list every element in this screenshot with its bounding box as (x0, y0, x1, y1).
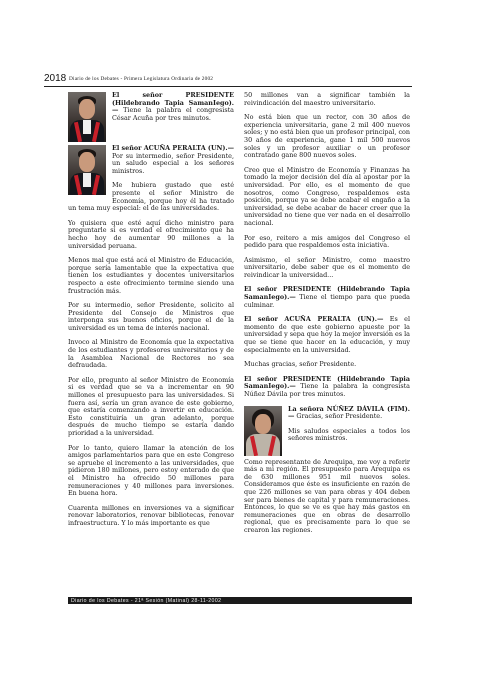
paragraph: El señor PRESIDENTE (Hildebrando Tapia SamanIego).— Tiene la palabra el congresista César Acuña por tres minutos. (112, 91, 234, 122)
page-number: 2018 (44, 73, 67, 84)
paragraph: Mis saludos especiales a todos los señores ministros. (288, 426, 410, 443)
paragraph: Yo quisiera que esté aquí dicho ministro para preguntarle si es verdad el ofrecimiento que ha hecho hoy de aumentar 90 millones a la universidad peruana. (68, 218, 234, 250)
speaker-name: El señor ACUÑA PERALTA (UN).— (112, 144, 234, 152)
paragraph: Me hubiera gustado que esté presente el señor Ministro de Economía, porque hoy él ha tratado un tema muy especial: el de las universidades. (68, 181, 234, 213)
speaker-name: La señora NÚÑEZ DÁVILA (FIM).— (288, 404, 410, 421)
paragraph: El señor PRESIDENTE (Hildebrando Tapia SamanIego).— Tiene la palabra la congresista Núñez Dávila por tres minutos. (244, 374, 410, 398)
paragraph: Asimismo, el señor Ministro, como maestro universitario, debe saber que es el momento de reivindicar la universidad... (244, 255, 410, 279)
paragraph: Menos mal que está acá el Ministro de Educación, porque sería lamentable que la expectativa que tienen los estudiantes y docentes universitarios respecto a este ofrecimiento termine siendo una frustración más. (68, 256, 234, 295)
paragraph: Como representante de Arequipa, me voy a referir más a mi región. El presupuesto para Arequipa es de 630 millones 951 mil nuevos soles. Consideramos que éste es insuficiente en razón de que 226 millones se van para obras y 404 deben ser para bienes de capital y para remuneraciones. Entonces, lo que se ve es que hay más gastos en remuneraciones que en obras de desarrollo regional, que es precisamente para lo que se crearon las regiones. (244, 457, 410, 534)
paragraph: Creo que el Ministro de Economía y Finanzas ha tomado la mejor decisión del día al apostar por la universidad. Por ello, es el momento de que nosotros, como Congreso, respaldemos esta posición, porque ya se debe acabar el engaño a la universidad, se debe acabar de hacer creer que la universidad no tiene que ver nada en el desarrollo nacional. (244, 165, 410, 227)
speaker-name: El señor PRESIDENTE (Hildebrando Tapia SamanIego).— (244, 374, 410, 391)
paragraph: Cuarenta millones en inversiones va a significar renovar laboratorios, renovar bibliotecas, renovar infraestructura. Y lo más importante es que (68, 503, 234, 527)
paragraph: No está bien que un rector, con 30 años de experiencia universitaria, gane 2 mil 400 nuevos soles; y no está bien que un profesor principal, con 30 años de experiencia, gane 1 mil 500 nuevos soles y un profesor auxiliar o un profesor contratado gane 800 nuevos soles. (244, 113, 410, 160)
header-rule (44, 86, 412, 87)
page-header (44, 75, 412, 85)
speaker-block-nunez (244, 406, 410, 459)
speaker-photo-acuna (68, 145, 106, 195)
footer-text: Diario de los Debates - 21ª Sesión (Matinal) 28-11-2002 (71, 597, 222, 604)
paragraph: El señor PRESIDENTE (Hildebrando Tapia SamanIego).— Tiene el tiempo para que pueda culminar. (244, 285, 410, 309)
paragraph: El señor ACUÑA PERALTA (UN).— Es el momento de que este gobierno apueste por la universidad y sepa que hoy la mejor inversión es la que se tiene que hacer en la educación, y muy especialmente en la universidad. (244, 315, 410, 354)
left-column (68, 92, 234, 535)
paragraph: La señora NÚÑEZ DÁVILA (FIM).— Gracias, señor Presidente. (288, 404, 410, 421)
right-column (244, 92, 410, 542)
paragraph: Por eso, reitero a mis amigos del Congreso el pedido para que respaldemos esta iniciativa. (244, 233, 410, 250)
paragraph: Por lo tanto, quiero llamar la atención de los amigos parlamentarios para que en este Congreso se apruebe el incremento a las universidades, que pidieron 180 millones, pero estoy enterado de que el Ministro ha ofrecido 50 millones para remuneraciones y 40 millones para inversiones. En buena hora. (68, 443, 234, 498)
paragraph: Por ello, pregunto al señor Ministro de Economía si es verdad que se va a incrementar en 90 millones el presupuesto para las universidades. Si fuera así, sería un gran avance de este gobierno, que estaría comenzando a invertir en educación. Esto constituiría un gran adelanto, porque después de mucho tiempo se estaría dando prioridad a la universidad. (68, 375, 234, 437)
running-title: Diario de los Debates - Primera Legislatura Ordinaria de 2002 (69, 76, 214, 82)
paragraph: Invoco al Ministro de Economía que la expectativa de los estudiantes y profesores universitarios y de la Asamblea Nacional de Rectores no sea defraudada. (68, 338, 234, 370)
paragraph: Por su intermedio, señor Presidente, solicito al Presidente del Consejo de Ministros que interponga sus buenos oficios, porque el de la universidad es un tema de interés nacional. (68, 301, 234, 332)
speaker-name: El señor ACUÑA PERALTA (UN).— (244, 315, 384, 324)
paragraph: 50 millones van a significar también la reivindicación del maestro universitario. (244, 91, 410, 107)
speaker-name: El señor PRESIDENTE (Hildebrando Tapia SamanIego).— (112, 91, 234, 115)
speaker-block-presidente (68, 92, 234, 145)
speaker-name: El señor PRESIDENTE (Hildebrando Tapia SamanIego).— (244, 285, 410, 302)
paragraph: El señor ACUÑA PERALTA (UN).— Por su intermedio, señor Presidente, un saludo especial a los señores ministros. (112, 144, 234, 175)
paragraph: Muchas gracias, señor Presidente. (244, 360, 357, 369)
speaker-photo-nunez (244, 406, 282, 456)
speaker-block-acuna (68, 145, 234, 213)
speaker-photo-presidente (68, 92, 106, 142)
page-footer (68, 597, 412, 605)
